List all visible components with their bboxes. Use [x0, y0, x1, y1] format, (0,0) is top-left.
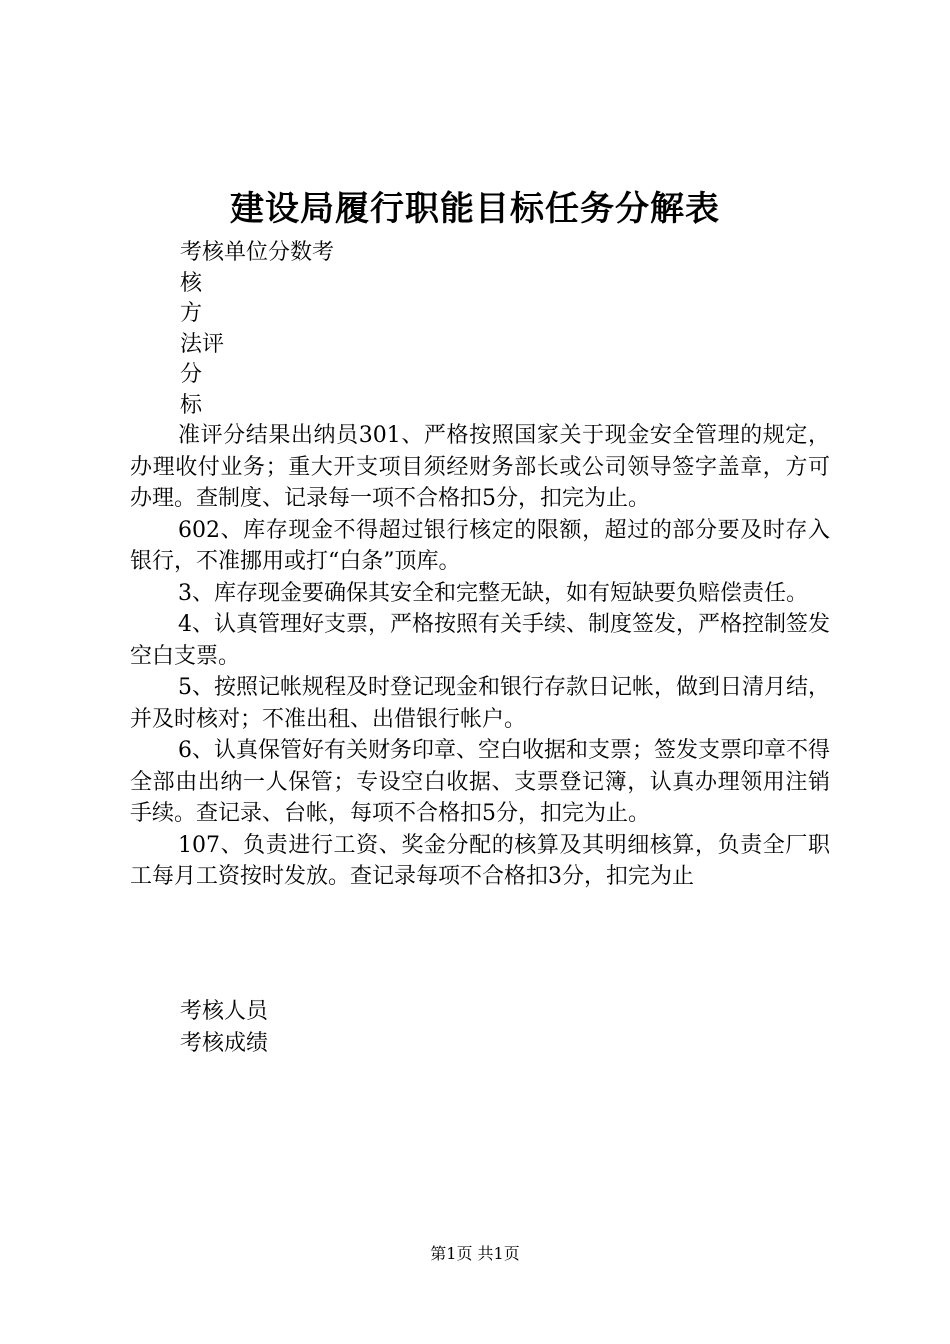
header-line: 方	[180, 301, 203, 326]
header-line: 标	[180, 392, 203, 418]
body-paragraph: 602、库存现金不得超过银行核定的限额，超过的部分要及时存入银行，不准挪用或打“白条”顶库。	[130, 517, 830, 574]
body-paragraph: 3、库存现金要确保其安全和完整无缺，如有短缺要负赔偿责任。	[178, 580, 808, 606]
header-line: 分	[180, 362, 203, 387]
header-line: 核	[180, 270, 203, 296]
assessor-label: 考核人员	[180, 999, 269, 1024]
body-paragraph: 准评分结果出纳员301、严格按照国家关于现金安全管理的规定，办理收付业务；重大开支项目须经财务部长或公司领导签字盖章，方可办理。查制度、记录每一项不合格扣5分，扣完为止。	[130, 423, 830, 511]
body-paragraph: 5、按照记帐规程及时登记现金和银行存款日记帐，做到日清月结，并及时核对；不准出租、出借银行帐户。	[130, 675, 830, 732]
body-paragraph: 6、认真保管好有关财务印章、空白收据和支票；签发支票印章不得全部由出纳一人保管；专设空白收据、支票登记簿，认真办理领用注销手续。查记录、台帐，每项不合格扣5分，扣完为止。	[130, 738, 830, 826]
body-paragraph: 4、认真管理好支票，严格按照有关手续、制度签发，严格控制签发空白支票。	[130, 612, 830, 669]
assessment-footer	[180, 996, 268, 1060]
assessment-result-label: 考核成绩	[180, 1031, 269, 1056]
document-body	[130, 420, 830, 893]
header-line: 法评	[180, 331, 225, 357]
body-paragraph: 107、负责进行工资、奖金分配的核算及其明细核算，负责全厂职工每月工资按时发放。查记录每项不合格扣3分，扣完为止	[130, 832, 830, 889]
header-line: 考核单位分数考	[180, 240, 335, 265]
document-title: 建设局履行职能目标任务分解表	[230, 189, 720, 229]
assessment-header	[180, 238, 334, 421]
page-number: 第1页 共1页	[430, 1244, 520, 1263]
